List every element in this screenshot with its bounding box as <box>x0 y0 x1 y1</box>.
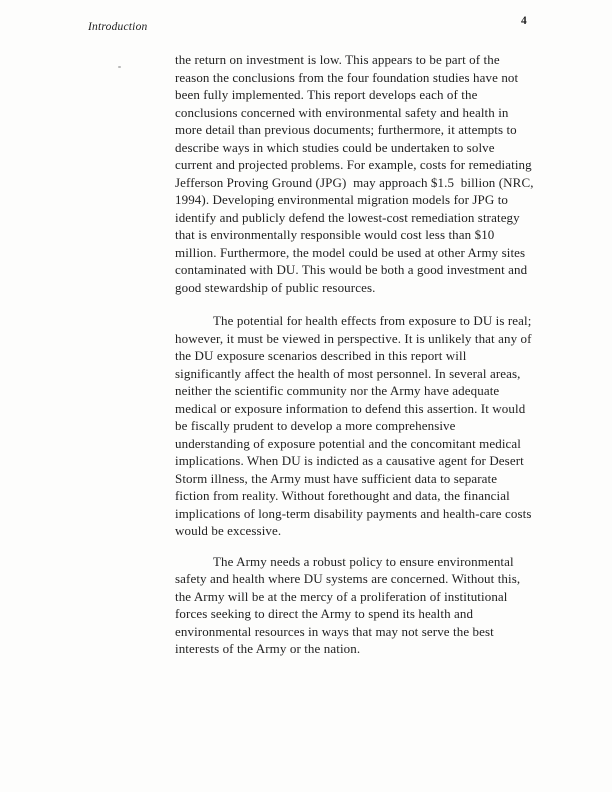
text-line: describe ways in which studies could be undertaken to solve <box>175 139 495 155</box>
text-line: be fiscally prudent to develop a more comprehensive <box>175 418 456 433</box>
text-line: that is environmentally responsible would cost less than $10 <box>175 227 495 242</box>
text-line: implications. When DU is indicted as a causative agent for Desert <box>175 453 524 468</box>
text-line: forces seeking to direct the Army to spend its health and <box>175 606 474 621</box>
paragraph <box>175 51 553 296</box>
text-line: significantly affect the health of most personnel. In several areas, <box>175 365 521 381</box>
page-body <box>175 51 553 658</box>
text-line: neither the scientific community nor the Army have adequate <box>175 383 500 398</box>
text-line: safety and health where DU systems are concerned. Without this, <box>175 571 521 586</box>
text-line: conclusions concerned with environmental safety and health in <box>175 104 509 120</box>
text-line: implications of long-term disability payments and health-care costs <box>175 505 532 521</box>
text-line: the DU exposure scenarios described in this report will <box>175 348 467 363</box>
text-line: 1994). Developing environmental migration models for JPG to <box>175 192 509 207</box>
text-line: however, it must be viewed in perspective. It is unlikely that any of <box>175 330 532 346</box>
paragraph <box>175 553 553 658</box>
text-line: Jefferson Proving Ground (JPG) may approach $1.5 billion (NRC, <box>175 174 534 190</box>
text-line: fiction from reality. Without forethought and data, the financial <box>175 488 510 503</box>
text-line: would be excessive. <box>175 523 282 538</box>
running-header-title: Introduction <box>88 21 148 33</box>
text-line: reason the conclusions from the four foundation studies have not <box>175 69 519 85</box>
text-line: good stewardship of public resources. <box>175 279 376 295</box>
text-line: more detail than previous documents; furthermore, it attempts to <box>175 122 517 137</box>
text-line: contaminated with DU. This would be both a good investment and <box>175 262 528 277</box>
text-line: current and projected problems. For example, costs for remediating <box>175 157 532 172</box>
text-line: The Army needs a robust policy to ensure environmental <box>213 553 514 569</box>
text-line: identify and publicly defend the lowest-cost remediation strategy <box>175 209 520 225</box>
text-line: The potential for health effects from exposure to DU is real; <box>213 313 532 328</box>
paragraph <box>175 312 553 540</box>
text-line: million. Furthermore, the model could be used at other Army sites <box>175 244 526 260</box>
scan-artifact-dot <box>118 66 121 68</box>
text-line: been fully implemented. This report develops each of the <box>175 87 478 102</box>
page-number: 4 <box>521 15 527 27</box>
text-line: interests of the Army or the nation. <box>175 641 361 656</box>
text-line: Storm illness, the Army must have sufficient data to separate <box>175 470 498 486</box>
text-line: understanding of exposure potential and the concomitant medical <box>175 435 522 451</box>
text-line: the Army will be at the mercy of a proliferation of institutional <box>175 588 508 604</box>
text-line: medical or exposure information to defend this assertion. It would <box>175 400 526 416</box>
text-line: the return on investment is low. This appears to be part of the <box>175 52 500 67</box>
text-line: environmental resources in ways that may not serve the best <box>175 623 494 639</box>
